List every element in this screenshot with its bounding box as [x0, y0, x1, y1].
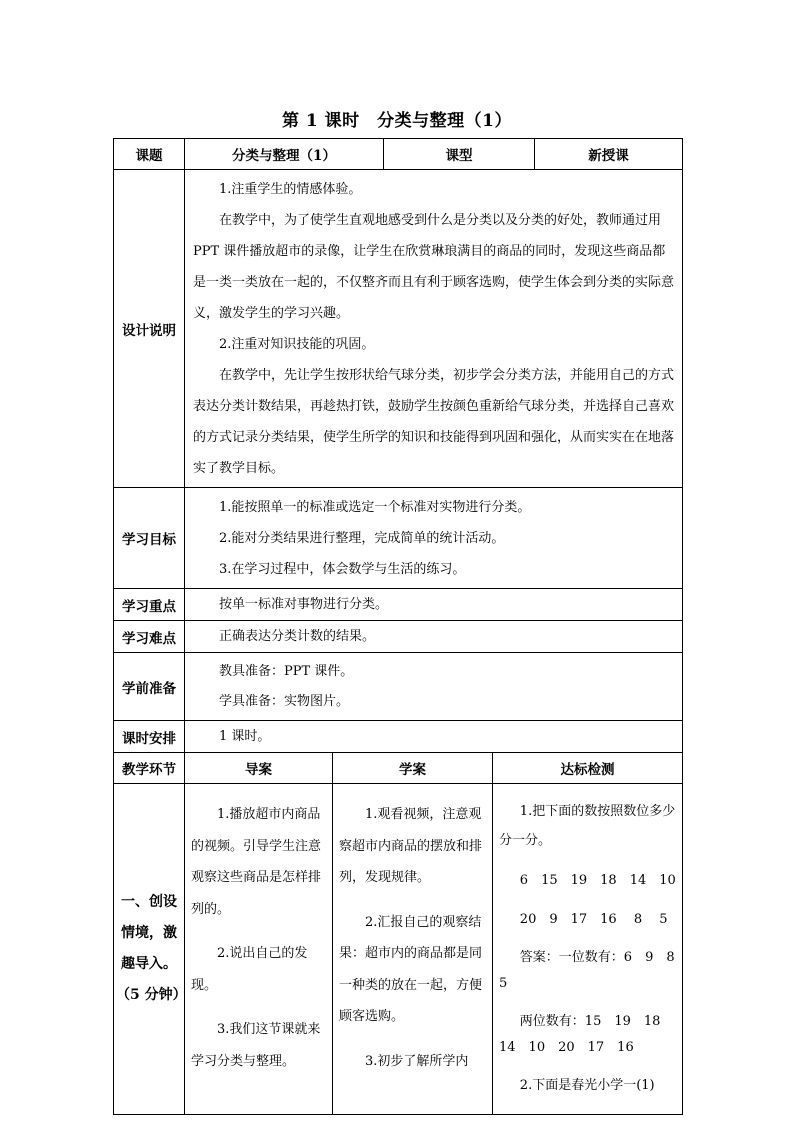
design-content	[185, 170, 683, 488]
difficulty-text: 正确表达分类计数的结果。	[219, 629, 376, 644]
label-prep: 学前准备	[114, 653, 185, 721]
check-numbers-row-1: 6 15 19 18 14 10	[519, 873, 676, 888]
header-row	[114, 139, 683, 170]
stage1-name-line: （5 分钟）	[116, 986, 187, 1003]
lesson-plan-table	[113, 138, 688, 1115]
guide-item: 1.播放超市内商品的视频。引导学生注意观察这些商品是怎样排列的。	[191, 807, 322, 917]
guide-item: 3.我们这节课就来学习分类与整理。	[191, 1022, 321, 1069]
goals-row	[114, 488, 683, 589]
label-type: 课型	[384, 139, 535, 170]
page-title: 第 1 课时 分类与整理（1）	[282, 111, 512, 131]
design-point-1: 1.注重学生的情感体验。	[219, 182, 362, 197]
study-item: 3.初步了解所学内	[365, 1053, 469, 1069]
focus-content	[185, 589, 683, 621]
difficulty-row	[114, 621, 683, 653]
design-paragraph-2: 在教学中，先让学生按形状给气球分类，初步学会分类方法，并能用自己的方式表达分类计数结果，再趁热打铁，鼓励学生按颜色重新给气球分类，并选择自己喜欢的方式记录分类结果，使学生所学的知识和技能得到巩固和强化，从而实实在在地落实了教学目标。	[193, 368, 675, 476]
focus-row	[114, 589, 683, 621]
study-item: 1.观看视频，注意观察超市内商品的摆放和排列，发现规律。	[339, 807, 483, 885]
check-question-2: 2.下面是春光小学一(1)	[519, 1078, 655, 1093]
stage1-check	[493, 784, 688, 1115]
design-point-2: 2.注重对知识技能的巩固。	[219, 337, 375, 352]
label-goals: 学习目标	[114, 488, 185, 589]
prep-row	[114, 653, 683, 721]
focus-text: 按单一标准对事物进行分类。	[219, 597, 389, 612]
guide-item: 2.说出自己的发现。	[191, 946, 308, 993]
label-study: 学案	[333, 753, 493, 784]
label-schedule: 课时安排	[114, 721, 185, 753]
goal-item: 1.能按照单一的标准或选定一个标准对实物进行分类。	[219, 500, 531, 515]
schedule-row	[114, 721, 683, 753]
check-question-1: 1.把下面的数按照数位多少分一分。	[499, 804, 676, 848]
prep-content	[185, 653, 683, 721]
stage1-study	[333, 784, 493, 1115]
prep-teacher: 教具准备：PPT 课件。	[219, 664, 354, 679]
goals-content	[185, 488, 683, 589]
check-numbers-row-2: 20 9 17 16 8 5	[519, 911, 668, 927]
label-check: 达标检测	[493, 753, 683, 784]
goal-item: 2.能对分类结果进行整理，完成简单的统计活动。	[219, 531, 505, 546]
stage1-name	[114, 784, 185, 1115]
study-item: 2.汇报自己的观察结果：超市内的商品都是同一种类的放在一起，方便顾客选购。	[339, 914, 483, 1024]
difficulty-content	[185, 621, 683, 653]
check-answer-double-digit: 两位数有：15 19 18 14 10 20 17 16	[499, 1014, 674, 1055]
goal-item: 3.在学习过程中，体会数学与生活的练习。	[219, 562, 466, 577]
stage1-row	[114, 784, 683, 1115]
type-value: 新授课	[535, 139, 683, 170]
stage1-name-line: 一、创设	[121, 893, 177, 910]
process-header-row	[114, 753, 683, 784]
label-difficulty: 学习难点	[114, 621, 185, 653]
check-answer-single-digit: 答案：一位数有：6 9 8 5	[499, 950, 688, 991]
label-design: 设计说明	[114, 170, 185, 488]
topic-value: 分类与整理（1）	[185, 139, 384, 170]
design-paragraph-1: 在教学中，为了使学生直观地感受到什么是分类以及分类的好处，教师通过用 PPT 课件播放超市的录像，让学生在欣赏琳琅满目的商品的同时，发现这些商品都是一类一类放在一起的，不仅整齐而且有利于顾客选购，使学生体会到分类的实际意义，激发学生的学习兴趣。	[193, 213, 675, 321]
design-row	[114, 170, 683, 488]
stage1-name-line: 情境，激	[121, 924, 177, 941]
prep-student: 学具准备：实物图片。	[219, 694, 350, 709]
label-stage: 教学环节	[114, 753, 185, 784]
schedule-content	[185, 721, 683, 753]
label-topic: 课题	[114, 139, 185, 170]
label-focus: 学习重点	[114, 589, 185, 621]
schedule-text: 1 课时。	[219, 729, 271, 744]
stage1-name-line: 趣导入。	[121, 955, 177, 972]
label-guide: 导案	[185, 753, 333, 784]
stage1-guide	[185, 784, 333, 1115]
